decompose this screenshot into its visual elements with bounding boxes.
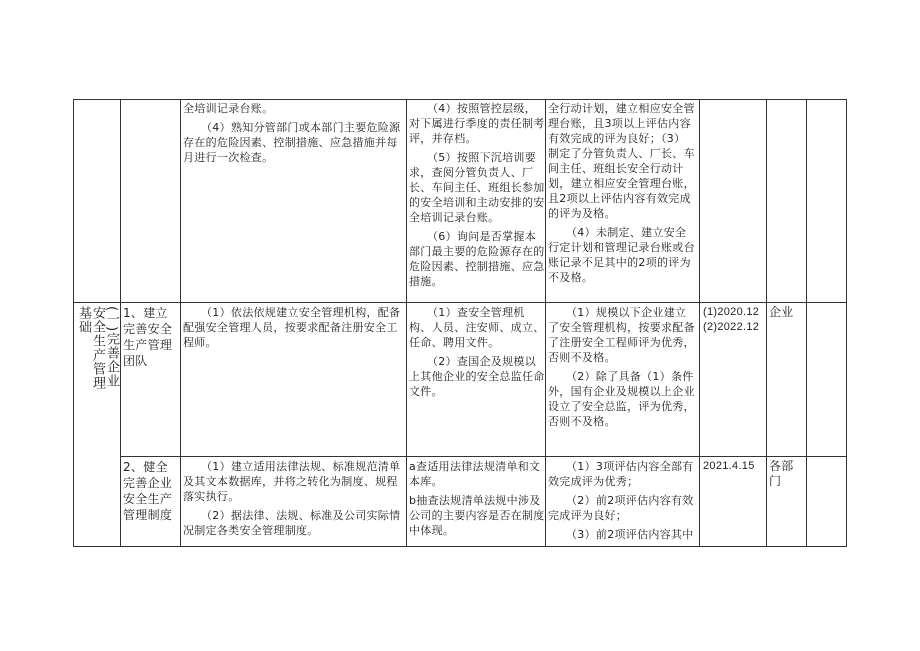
method-text: a查适用法律法规清单和文本库。 (409, 460, 541, 488)
row-2-content (183, 459, 405, 542)
row-1-item: 1、建立完善安全生产管理团队 (123, 306, 173, 368)
table-bottom-border (73, 546, 846, 547)
table-top-border (73, 99, 846, 100)
column-divider (766, 99, 767, 547)
method-text: （5）按照下沉培训要求，查阅分管负责人、厂长、车间主任、班组长参加的安全培训和主动安排的安全培训记录台账。 (409, 151, 545, 224)
date-text: 2021.4.15 (703, 460, 755, 472)
method-text: （2）查国企及规模以上其他企业的安全总监任命文件。 (409, 355, 545, 398)
row-divider (73, 302, 846, 303)
content-text: （1）依法依规建立安全管理机构，配备配强安全管理人员，按要求配备注册安全工程师。 (183, 306, 401, 349)
row-1-date (703, 305, 765, 335)
row-2-method (409, 459, 545, 542)
criteria-text: （3）前2项评估内容其中 (566, 528, 694, 541)
column-divider (846, 99, 847, 547)
column-divider (120, 99, 121, 547)
content-text: 全培训记录台账。 (183, 102, 274, 115)
row-0-method (409, 101, 545, 293)
method-text: （6）询问是否掌握本部门最主要的危险源存在的危险因素、控制措施、应急措施。 (409, 230, 545, 288)
section-title: (一)完善企业安全生产管理基础 (76, 306, 119, 390)
row-1-content (183, 305, 405, 354)
content-text: （2）据法律、法规、标准及公司实际情况制定各类安全管理制度。 (183, 509, 401, 537)
criteria-text: （2）除了具备（1）条件外，国有企业及规模以上企业设立了安全总监，评为优秀，否则不及格。 (548, 370, 695, 428)
row-1-method (409, 305, 545, 403)
date-text: (1)2020.12 (703, 306, 760, 318)
row-2-item: 2、健全完善企业安全生产管理制度 (123, 460, 173, 522)
content-text: （1）建立适用法律法规、标准规范清单及其文本数据库，并将之转化为制度、规程落实执行。 (183, 460, 401, 503)
row-1-criteria (548, 305, 696, 433)
criteria-text: 全行动计划，建立相应安全管理台账，且3项以上评估内容有效完成的评为良好；（3）制定了分管负责人、厂长、车间主任、班组长安全行动计划，建立相应安全管理台账，且2项以上评估内容有效完成的评为及格。 (548, 102, 695, 220)
criteria-text: （1）规模以下企业建立了安全管理机构，按要求配备了注册安全工程师评为优秀，否则不及格。 (548, 306, 695, 364)
method-text: b抽查法规清单法规中涉及公司的主要内容是否在制度中体现。 (409, 494, 545, 537)
criteria-text: （4）未制定、建立安全行定计划和管理记录台账或台账记录不足其中的2项的评为不及格。 (548, 226, 695, 284)
criteria-text: （1）3项评估内容全部有效完成评为优秀； (548, 460, 694, 488)
column-divider (806, 99, 807, 547)
column-divider (406, 99, 407, 547)
column-divider (699, 99, 700, 547)
row-2-date (703, 459, 765, 474)
content-text: （4）熟知分管部门或本部门主要危险源存在的危险因素、控制措施、应急措施并每月进行一次检查。 (183, 121, 401, 164)
date-text: (2)2022.12 (703, 321, 760, 333)
row-1-dept: 企业 (769, 305, 794, 319)
method-text: （1）查安全管理机构、人员、注安师、成立、任命、聘用文件。 (409, 306, 545, 349)
row-0-criteria (548, 101, 696, 289)
row-2-criteria (548, 459, 696, 545)
row-0-content (183, 101, 405, 169)
column-divider (545, 99, 546, 547)
method-text: （4）按照管控层级，对下属进行季度的责任制考评，并存档。 (409, 102, 545, 145)
row-2-dept: 各部门 (769, 459, 794, 488)
column-divider (180, 99, 181, 547)
column-divider (73, 99, 74, 547)
criteria-text: （2）前2项评估内容有效完成评为良好； (548, 494, 694, 522)
row-divider (120, 456, 846, 457)
